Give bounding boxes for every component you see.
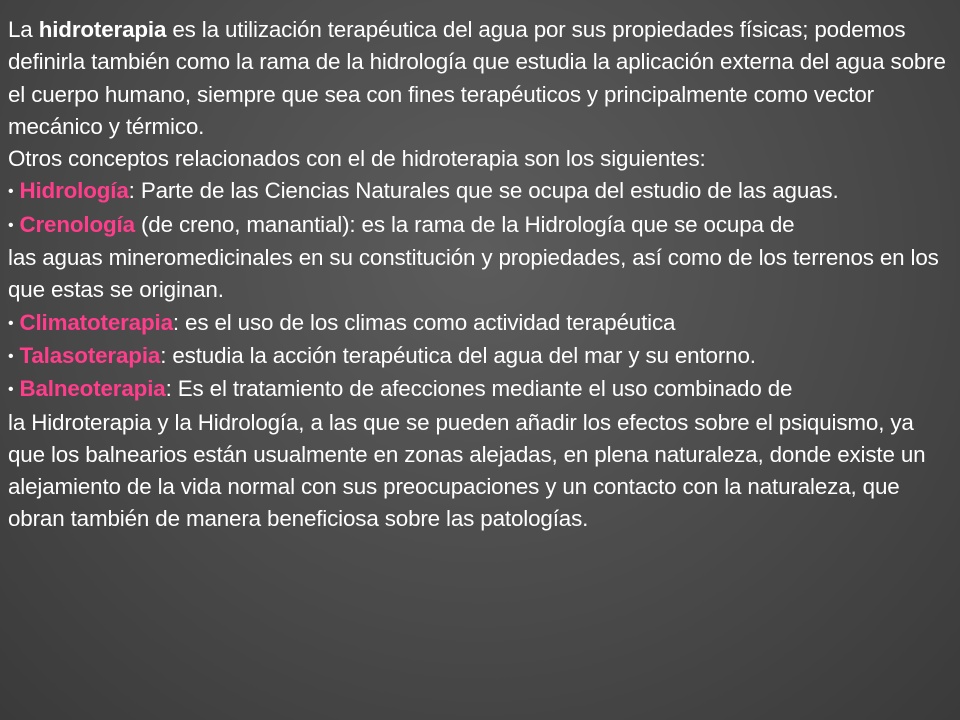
term-balneoterapia: Balneoterapia [19,376,166,402]
intro-paragraph [8,14,948,143]
term-talasoterapia: Talasoterapia [19,342,161,368]
item-text: : Es el tratamiento de afecciones mediante el uso combinado de [165,376,793,402]
bullet-item-hidrologia [8,175,948,208]
term-crenologia: Crenología [19,211,135,237]
item-text: : estudia la acción terapéutica del agua del mar y su entorno. [160,342,756,368]
intro-lead: La [8,17,39,42]
item-continuation: la Hidroterapia y la Hidrología, a las que se pueden añadir los efectos sobre el psiquismo, ya que los balnearios están usualmente en zonas alejadas, en plena naturaleza, donde existe un alejamiento de la vida normal con sus preocupaciones y un contacto con la naturaleza, que obran también de manera beneficiosa sobre las patologías. [8,409,926,532]
bullet-icon: • [8,216,14,234]
bullet-item-crenologia [8,209,948,242]
slide-body [8,14,948,536]
lead-line: Otros conceptos relacionados con el de hidroterapia son los siguientes: [8,146,706,172]
bullet-icon: • [8,381,14,399]
intro-text: es la utilización terapéutica del agua por sus propiedades físicas; podemos definirla también como la rama de la hidrología que estudia la aplicación externa del agua sobre el cuerpo humano, siempre que sea con fines terapéuticos y principalmente como vector mecánico y térmico. [8,17,946,139]
term-climatoterapia: Climatoterapia [19,309,173,335]
bullet-item-talasoterapia [8,340,948,373]
item-text: : Parte de las Ciencias Naturales que se ocupa del estudio de las aguas. [128,178,839,204]
bullet-item-climatoterapia [8,307,948,340]
intro-keyword: hidroterapia [38,17,167,42]
bullet-item-balneoterapia [8,373,948,406]
item-continuation: las aguas mineromedicinales en su constitución y propiedades, así como de los terrenos en los que estas se originan. [8,245,939,303]
bullet-icon: • [8,183,14,201]
bullet-icon: • [8,314,14,332]
item-text: : es el uso de los climas como actividad terapéutica [172,309,676,335]
bullet-icon: • [8,347,14,365]
term-hidrologia: Hidrología [19,178,129,204]
item-text: (de creno, manantial): es la rama de la Hidrología que se ocupa de [134,211,795,237]
